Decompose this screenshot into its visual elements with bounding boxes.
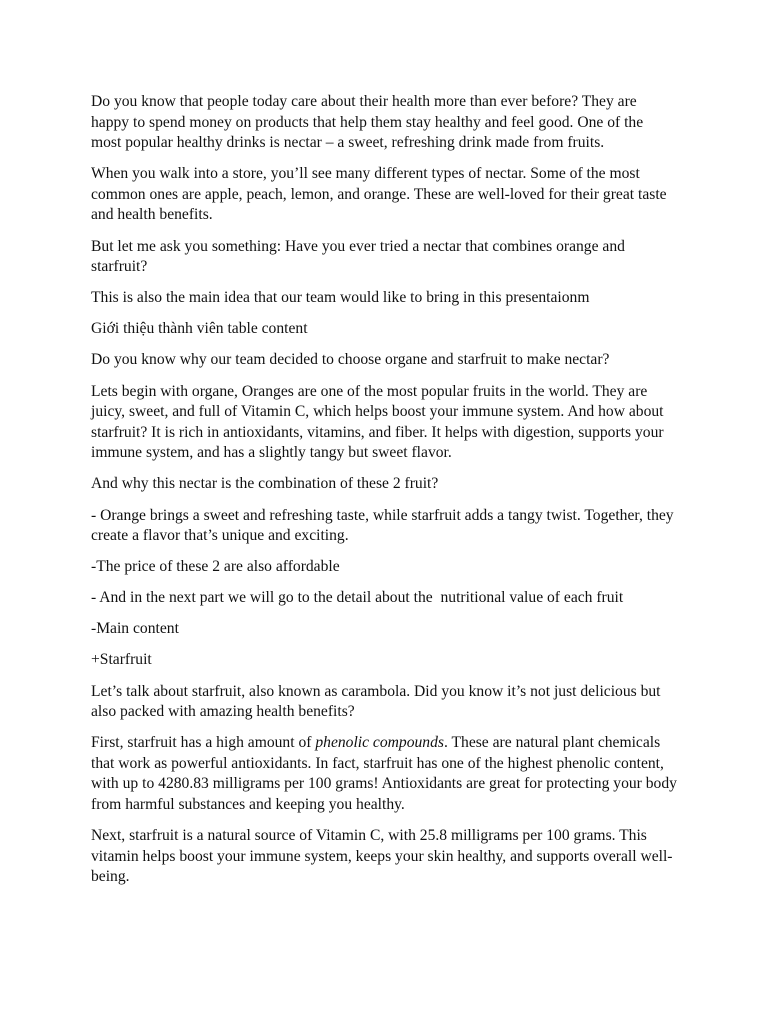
paragraph-orange-starfruit: Lets begin with organe, Oranges are one of the most popular fruits in the world. They are juicy, sweet, and full of Vitamin C, which helps boost your immune system. And how about starfruit? It is rich in antioxidants, vitamins, and fiber. It helps with digestion, supports your immune system, and has a slightly tangy but sweet flavor. <box>91 382 668 462</box>
paragraph-members-note: Giới thiệu thành viên table content <box>91 320 308 338</box>
phenolic-compounds-italic: phenolic compounds <box>315 734 444 752</box>
phenolic-text-before: First, starfruit has a high amount of <box>91 734 316 752</box>
paragraph-next-part: - And in the next part we will go to the detail about the nutritional value of each fruit <box>91 589 624 607</box>
paragraph-intro: Do you know that people today care about their health more than ever before? They are happy to spend money on products that help them stay healthy and feel good. One of the most popular healthy drinks is nectar – a sweet, refreshing drink made from fruits. <box>91 93 648 152</box>
paragraph-price: -The price of these 2 are also affordable <box>91 558 340 576</box>
paragraph-phenolic <box>91 733 681 815</box>
paragraph-why-combination: And why this nectar is the combination of these 2 fruit? <box>91 475 439 493</box>
paragraph-flavor: - Orange brings a sweet and refreshing taste, while starfruit adds a tangy twist. Together, they create a flavor that’s unique and exciting. <box>91 506 678 545</box>
document-body <box>91 92 681 898</box>
paragraph-question: But let me ask you something: Have you ever tried a nectar that combines orange and starfruit? <box>91 237 629 276</box>
paragraph-vitamin-c: Next, starfruit is a natural source of Vitamin C, with 25.8 milligrams per 100 grams. This vitamin helps boost your immune system, keeps your skin healthy, and supports overall well-being. <box>91 827 673 886</box>
paragraph-store-nectar: When you walk into a store, you’ll see many different types of nectar. Some of the most common ones are apple, peach, lemon, and orange. These are well-loved for their great taste and health benefits. <box>91 165 671 224</box>
paragraph-carambola: Let’s talk about starfruit, also known as carambola. Did you know it’s not just delicious but also packed with amazing health benefits? <box>91 682 665 721</box>
paragraph-main-content: -Main content <box>91 620 179 638</box>
paragraph-starfruit-heading: +Starfruit <box>91 651 152 669</box>
phenolic-text-after: . These are natural plant chemicals that work as powerful antioxidants. In fact, starfruit has one of the highest phenolic content, with up to 4280.83 milligrams per 100 grams! Antioxidants are great for protecting your body from harmful substances and keeping you healthy. <box>91 734 681 814</box>
paragraph-why-choose: Do you know why our team decided to choose organe and starfruit to make nectar? <box>91 351 610 369</box>
paragraph-main-idea: This is also the main idea that our team would like to bring in this presentaionm <box>91 289 590 307</box>
